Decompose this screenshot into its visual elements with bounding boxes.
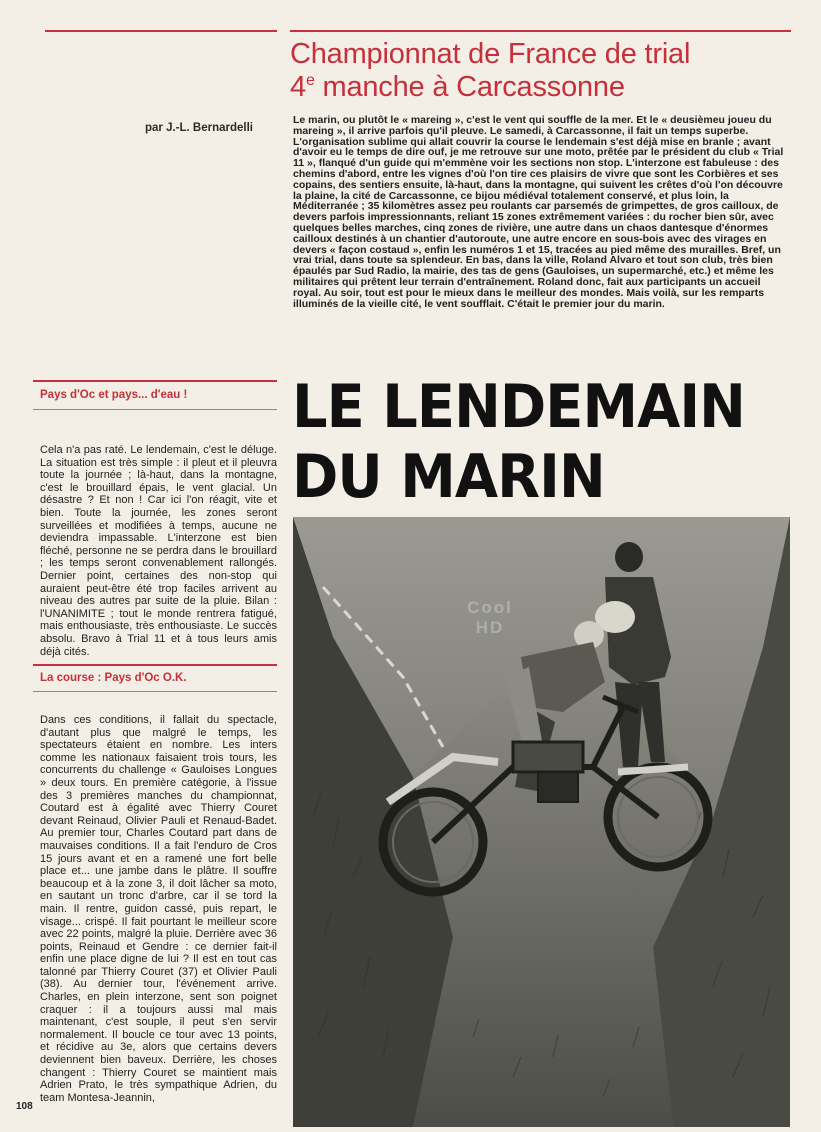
watermark-line2: HD (475, 618, 505, 637)
trial-photo-illustration (293, 517, 790, 1127)
headline-line2-rest: manche à Carcassonne (314, 71, 625, 103)
section1-underline (33, 409, 277, 410)
section1-title: Pays d'Oc et pays... d'eau ! (40, 389, 188, 401)
section1-text: Cela n'a pas raté. Le lendemain, c'est le déluge. La situation est très simple : il pleut et il pleuvra toute la journée ; là-haut, dans la montagne, c'est le brouillard épais, le vent glacial. Un désastre ? Et non ! Car ici l'on réagit, vite et bien. Toute la journée, les zones seront surveillées et modifiées à temps, aucune ne deviendra impassable. L'interzone est bien fléché, personne ne se perdra dans le brouillard ; les temps seront convenablement rallongés. Dernier point, certaines des non-stop qui auraient peut-être été trop faciles arrivent au niveau des autres par suite de la pluie. Bilan : l'UNANIMITE ; tout le monde rentrera fatigué, mais enthousiaste, très enthousiaste. Le succès absolu. Bravo à Trial 11 et à tous leurs amis déjà cités. (40, 444, 277, 658)
page-number: 108 (16, 1101, 33, 1112)
section1-rule (33, 380, 277, 382)
section2-underline (33, 691, 277, 692)
watermark (445, 598, 535, 638)
main-title-line2: DU MARIN (292, 442, 605, 512)
main-title-line1: LE LENDEMAIN (292, 372, 745, 442)
headline-line2-num: 4 (290, 71, 306, 103)
headline (290, 38, 791, 104)
top-left-rule (45, 30, 277, 32)
byline: par J.-L. Bernardelli (145, 122, 254, 134)
main-title (292, 372, 757, 512)
headline-line1: Championnat de France de trial (290, 38, 691, 70)
section2-text: Dans ces conditions, il fallait du spectacle, d'autant plus que malgré le temps, les spectateurs étaient en nombre. Les inters comme les nationaux faisaient trois tours, les concurrents du challenge « Gauloises Longues » deux tours. En première catégorie, à l'issue des 3 premières manches du championnat, Coutard est à égalité avec Thierry Couret devant Reinaud, Olivier Pauli et Renaud-Badet. Au premier tour, Charles Coutard part dans de mauvaises conditions. Il a fait l'enduro de Cros 15 jours avant et en a ramené une fort belle place et... une jambe dans le plâtre. Il souffre beaucoup et à la zone 3, il doit lâcher sa moto, en sautant un tronc d'arbre, car il se tord la main. Il rentre, guidon cassé, puis repart, le visage... crispé. Il fait pourtant le meilleur score avec 22 points, malgré la pluie. Derrière avec 36 points, Reinaud et Gendre : ce dernier fait-il enfin une place digne de lui ? Il est en tout cas talonné par Thierry Couret (37) et Olivier Pauli (38). Au dernier tour, l'événement arrive. Charles, en plein interzone, sent son poignet craquer : il a toujours aussi mal mais maintenant, c'est souple, il peut s'en servir normalement. Il boucle ce tour avec 13 points, et récidive au 3e, alors que certains devers deviennent bien baveux. Derrière, les choses changent : Thierry Couret se maintient mais Adrien Prato, le très sympathique Adrien, du team Montesa-Jeannin, (40, 714, 277, 1104)
section2-rule (33, 664, 277, 666)
headline-line2-sup: e (305, 72, 315, 89)
watermark-line1: Cool (467, 598, 513, 617)
section2-title: La course : Pays d'Oc O.K. (40, 672, 187, 684)
trial-photo (293, 517, 790, 1127)
intro-paragraph: Le marin, ou plutôt le « mareing », c'est le vent qui souffle de la mer. Et le « deusièmeu joueu du mareing », il arrive parfois qu'il pleuve. Le samedi, à Carcassonne, il fait un temps superbe. L'organisation sublime qui allait couvrir la course le lendemain s'est déjà mise en branle ; avant d'avoir eu le temps de dire ouf, je me retrouve sur une moto, prêtée par le président du club « Trial 11 », flanqué d'un guide qui m'emmène voir les sections non stop. L'interzone est fabuleuse : des chemins d'abord, entre les vignes d'où l'on tire ces plaisirs de vivre que sont les Corbières et ses copains, des sentiers ensuite, là-haut, dans la montagne, qui suivent les crêtes d'où l'on découvre la plaine, la cité de Carcassonne, ce bijou médiéval totalement conservé, et plus loin, la Méditerranée ; 35 kilomètres assez peu roulants car parsemés de grimpettes, de gros cailloux, de devers parfois impressionnants, reliant 15 zones extrêmement variées : du rocher bien sûr, avec quelques belles marches, cinq zones de rivière, une autre dans un chaos dantesque d'énormes cailloux destinés à un chantier d'autoroute, une autre encore en sous-bois avec des virages en devers « façon costaud », enfin les numéros 1 et 15, tracées au pied même des murailles. Bref, un vrai trial, dans toute sa splendeur. En bas, dans la ville, Roland Alvaro et tout son club, très bien épaulés par Sud Radio, la mairie, des tas de gens (Gauloises, un supermarché, etc.) et même les militaires qui prêtent leur terrain d'entraînement. Roland donc, fait aux participants un accueil royal. Au soir, tout est pour le mieux dans le meilleur des mondes. Mais voilà, sur les remparts illuminés de la vieille cité, le vent soufflait. C'était le premier jour du marin. (293, 114, 784, 310)
header-block (290, 30, 791, 106)
